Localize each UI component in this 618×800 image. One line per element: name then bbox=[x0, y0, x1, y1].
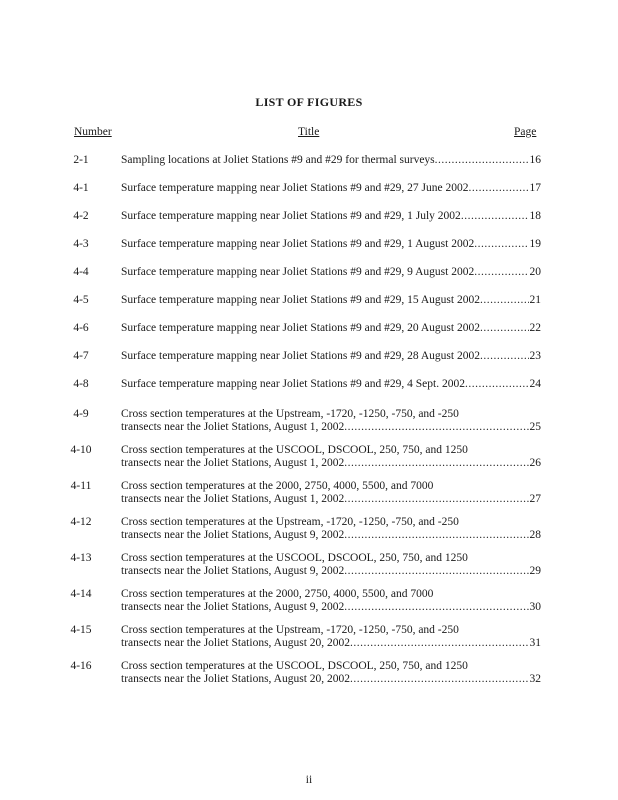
column-header-number: Number bbox=[74, 126, 112, 138]
figure-title-text: Cross section temperatures at the USCOOL, DSCOOL, 250, 750, and 1250 bbox=[121, 660, 468, 672]
figure-page-number: 16 bbox=[529, 154, 541, 166]
figure-page-number: 27 bbox=[529, 493, 541, 505]
figure-page-number: 29 bbox=[529, 565, 541, 577]
figure-title-text: transects near the Joliet Stations, August 1, 2002 bbox=[121, 421, 345, 433]
dot-leader bbox=[344, 421, 528, 434]
figure-title-text: Cross section temperatures at the Upstream, -1720, -1250, -750, and -250 bbox=[121, 624, 459, 636]
column-header-title: Title bbox=[298, 126, 320, 138]
figure-title bbox=[121, 154, 541, 167]
dot-leader bbox=[350, 637, 528, 650]
figure-title-line bbox=[121, 350, 541, 363]
figure-page-number: 21 bbox=[529, 294, 541, 306]
figure-number: 4-10 bbox=[70, 444, 92, 456]
figure-page-number: 30 bbox=[529, 601, 541, 613]
figure-title-text: Surface temperature mapping near Joliet Stations #9 and #29, 27 June 2002 bbox=[121, 182, 469, 194]
figure-title-line bbox=[121, 294, 541, 307]
figure-title-line bbox=[121, 637, 541, 650]
figure-title-text: transects near the Joliet Stations, August 1, 2002 bbox=[121, 457, 345, 469]
figure-title-text: transects near the Joliet Stations, August 9, 2002 bbox=[121, 529, 345, 541]
figure-title bbox=[121, 516, 541, 542]
dot-leader bbox=[344, 457, 528, 470]
figure-title bbox=[121, 480, 541, 506]
dot-leader bbox=[480, 294, 529, 307]
figure-title-line bbox=[121, 673, 541, 686]
dot-leader bbox=[468, 182, 528, 195]
figure-title-line bbox=[121, 480, 541, 493]
figure-number: 4-12 bbox=[70, 516, 92, 528]
figure-number: 4-6 bbox=[73, 322, 89, 334]
figure-title-text: Sampling locations at Joliet Stations #9 and #29 for thermal surveys bbox=[121, 154, 435, 166]
figure-title-line bbox=[121, 238, 541, 251]
figure-title-line bbox=[121, 444, 541, 457]
figure-number: 4-13 bbox=[70, 552, 92, 564]
figure-title-line bbox=[121, 493, 541, 506]
dot-leader bbox=[344, 529, 528, 542]
figure-title-text: transects near the Joliet Stations, August 1, 2002 bbox=[121, 493, 345, 505]
figure-page-number: 26 bbox=[529, 457, 541, 469]
figure-title-line bbox=[121, 322, 541, 335]
figure-page-number: 19 bbox=[529, 238, 541, 250]
figure-title bbox=[121, 408, 541, 434]
figure-title-text: Surface temperature mapping near Joliet Stations #9 and #29, 15 August 2002 bbox=[121, 294, 480, 306]
figure-page-number: 25 bbox=[529, 421, 541, 433]
dot-leader bbox=[474, 238, 528, 251]
figure-number: 4-14 bbox=[70, 588, 92, 600]
figure-title bbox=[121, 624, 541, 650]
figure-title-text: Cross section temperatures at the Upstream, -1720, -1250, -750, and -250 bbox=[121, 516, 459, 528]
figure-title-line bbox=[121, 529, 541, 542]
figure-title-text: transects near the Joliet Stations, August 20, 2002 bbox=[121, 637, 351, 649]
figure-title bbox=[121, 350, 541, 363]
dot-leader bbox=[474, 266, 528, 279]
figure-number: 2-1 bbox=[73, 154, 89, 166]
figure-title-line bbox=[121, 210, 541, 223]
figure-number: 4-8 bbox=[73, 378, 89, 390]
figure-page-number: 23 bbox=[529, 350, 541, 362]
figure-title bbox=[121, 322, 541, 335]
figure-number: 4-2 bbox=[73, 210, 89, 222]
figure-title bbox=[121, 588, 541, 614]
dot-leader bbox=[465, 378, 529, 391]
figure-title-line bbox=[121, 552, 541, 565]
figure-page-number: 18 bbox=[529, 210, 541, 222]
figure-page-number: 22 bbox=[529, 322, 541, 334]
page-title: LIST OF FIGURES bbox=[255, 95, 363, 109]
dot-leader bbox=[480, 322, 529, 335]
figure-title-line bbox=[121, 624, 541, 637]
figure-title-line bbox=[121, 266, 541, 279]
figure-title bbox=[121, 182, 541, 195]
figure-page-number: 32 bbox=[529, 673, 541, 685]
figure-page-number: 24 bbox=[529, 378, 541, 390]
figure-title bbox=[121, 552, 541, 578]
dot-leader bbox=[344, 493, 528, 506]
dot-leader bbox=[344, 565, 528, 578]
figure-title-text: transects near the Joliet Stations, August 9, 2002 bbox=[121, 601, 345, 613]
figure-number: 4-15 bbox=[70, 624, 92, 636]
figure-page-number: 28 bbox=[529, 529, 541, 541]
figure-title-line bbox=[121, 516, 541, 529]
figure-title-line bbox=[121, 660, 541, 673]
figure-number: 4-11 bbox=[70, 480, 92, 492]
figure-title-line bbox=[121, 378, 541, 391]
figure-page-number: 17 bbox=[529, 182, 541, 194]
figure-title-text: Surface temperature mapping near Joliet Stations #9 and #29, 1 August 2002 bbox=[121, 238, 475, 250]
figure-title bbox=[121, 238, 541, 251]
figure-title-text: Cross section temperatures at the Upstream, -1720, -1250, -750, and -250 bbox=[121, 408, 459, 420]
figure-title-line bbox=[121, 601, 541, 614]
figure-number: 4-5 bbox=[73, 294, 89, 306]
figure-title-line bbox=[121, 154, 541, 167]
figure-title-text: Cross section temperatures at the USCOOL, DSCOOL, 250, 750, and 1250 bbox=[121, 444, 468, 456]
figure-title bbox=[121, 660, 541, 686]
figure-title-text: Surface temperature mapping near Joliet Stations #9 and #29, 4 Sept. 2002 bbox=[121, 378, 465, 390]
figure-title bbox=[121, 378, 541, 391]
dot-leader bbox=[344, 601, 528, 614]
figure-title-text: Cross section temperatures at the 2000, 2750, 4000, 5500, and 7000 bbox=[121, 480, 434, 492]
figure-title-line bbox=[121, 408, 541, 421]
figure-title-text: Surface temperature mapping near Joliet Stations #9 and #29, 1 July 2002 bbox=[121, 210, 461, 222]
figure-number: 4-1 bbox=[73, 182, 89, 194]
figure-page-number: 20 bbox=[529, 266, 541, 278]
figure-number: 4-4 bbox=[73, 266, 89, 278]
figure-title-text: Surface temperature mapping near Joliet Stations #9 and #29, 20 August 2002 bbox=[121, 322, 480, 334]
dot-leader bbox=[350, 673, 528, 686]
figure-number: 4-7 bbox=[73, 350, 89, 362]
figure-title-text: transects near the Joliet Stations, August 9, 2002 bbox=[121, 565, 345, 577]
figure-title bbox=[121, 294, 541, 307]
figure-title bbox=[121, 210, 541, 223]
figure-title-line bbox=[121, 457, 541, 470]
figure-title-text: Surface temperature mapping near Joliet Stations #9 and #29, 9 August 2002 bbox=[121, 266, 475, 278]
figure-title bbox=[121, 266, 541, 279]
figure-title-line bbox=[121, 565, 541, 578]
figure-title bbox=[121, 444, 541, 470]
figure-title-line bbox=[121, 182, 541, 195]
figure-title-line bbox=[121, 421, 541, 434]
figure-number: 4-9 bbox=[73, 408, 89, 420]
figure-title-text: transects near the Joliet Stations, August 20, 2002 bbox=[121, 673, 351, 685]
figure-title-text: Cross section temperatures at the 2000, 2750, 4000, 5500, and 7000 bbox=[121, 588, 434, 600]
figure-title-line bbox=[121, 588, 541, 601]
figure-number: 4-3 bbox=[73, 238, 89, 250]
figure-title-text: Surface temperature mapping near Joliet Stations #9 and #29, 28 August 2002 bbox=[121, 350, 480, 362]
page-number: ii bbox=[305, 774, 313, 786]
column-header-page: Page bbox=[514, 126, 537, 138]
dot-leader bbox=[435, 154, 529, 167]
dot-leader bbox=[461, 210, 529, 223]
figure-number: 4-16 bbox=[70, 660, 92, 672]
dot-leader bbox=[480, 350, 529, 363]
figure-page-number: 31 bbox=[529, 637, 541, 649]
figure-title-text: Cross section temperatures at the USCOOL, DSCOOL, 250, 750, and 1250 bbox=[121, 552, 468, 564]
